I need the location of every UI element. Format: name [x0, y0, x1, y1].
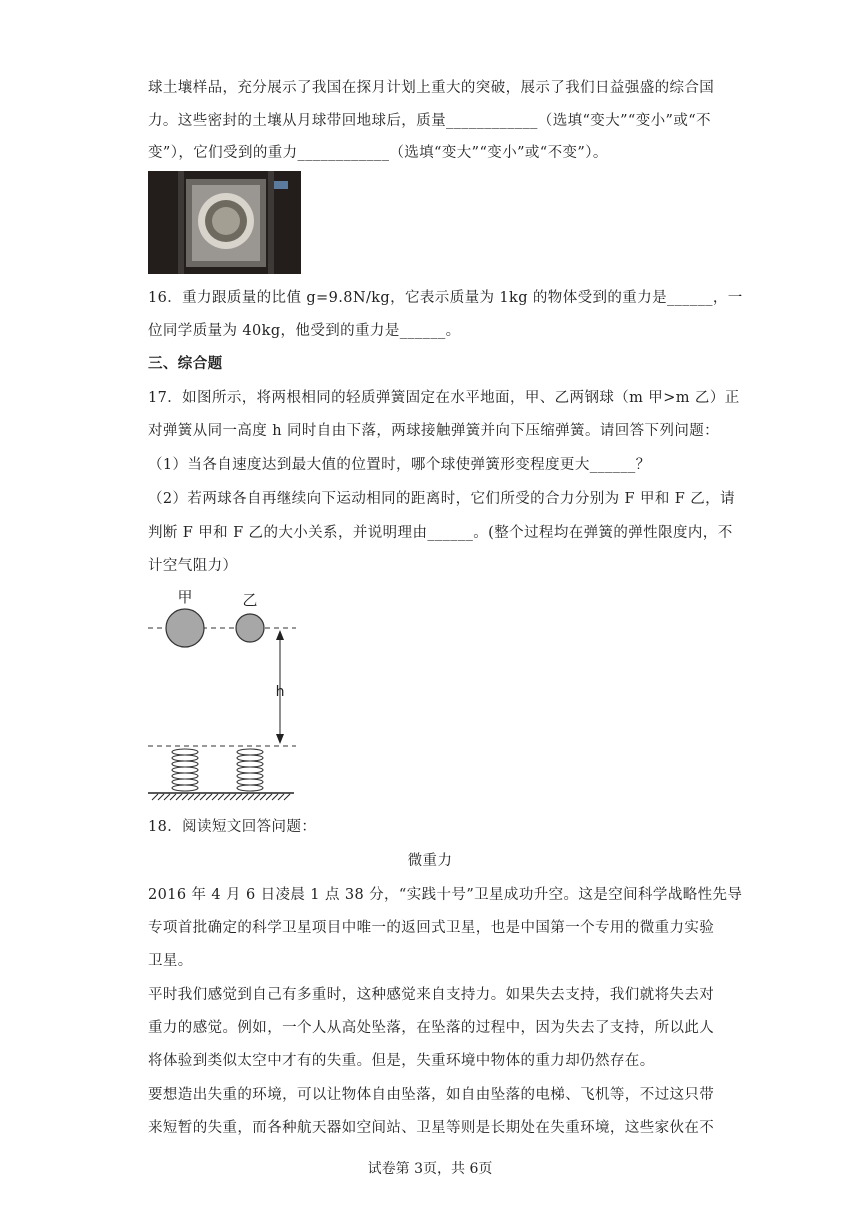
- ball-b: [236, 614, 264, 642]
- question-17-line4: （2）若两球各自再继续向下运动相同的距离时，它们所受的合力分别为 F 甲和 F 乙，请: [148, 491, 735, 507]
- question-17-line3: （1）当各自速度达到最大值的位置时，哪个球使弹簧形变程度更大______？: [148, 457, 651, 473]
- paragraph-line: 来短暂的失重，而各种航天器如空间站、卫星等则是长期处在失重环境，这些家伙在不: [148, 1120, 715, 1136]
- spring-ball-diagram: [148, 588, 308, 810]
- question-17-line1: 17．如图所示，将两根相同的轻质弹簧固定在水平地面，甲、乙两钢球（m 甲>m 乙）正: [148, 390, 740, 406]
- spring-b: [237, 749, 263, 791]
- text-line: 球土壤样品，充分展示了我国在探月计划上重大的突破，展示了我们日益强盛的综合国: [148, 80, 715, 96]
- ball-a: [166, 609, 204, 647]
- paragraph-line: 专项首批确定的科学卫星项目中唯一的返回式卫星，也是中国第一个专用的微重力实验: [148, 920, 715, 936]
- article-title: 微重力: [407, 853, 453, 869]
- question-16-line2: 位同学质量为 40kg，他受到的重力是______。: [148, 323, 461, 339]
- ball-b-label: 乙: [242, 591, 258, 609]
- paragraph-line: 将体验到类似太空中才有的失重。但是，失重环境中物体的重力却仍然存在。: [148, 1053, 655, 1069]
- text-line: 力。这些密封的土壤从月球带回地球后，质量____________（选填“变大”“变小”或“不: [148, 113, 711, 129]
- paragraph-line: 重力的感觉。例如，一个人从高处坠落，在坠落的过程中，因为失去了支持，所以此人: [148, 1020, 715, 1036]
- question-17-line6: 计空气阻力）: [148, 558, 238, 574]
- paragraph-line: 2016 年 4 月 6 日凌晨 1 点 38 分，“实践十号”卫星成功升空。这是空间科学战略性先导: [148, 887, 743, 903]
- ball-a-label: 甲: [177, 588, 193, 606]
- ground-hatch: [152, 794, 290, 800]
- paragraph-line: 平时我们感觉到自己有多重时，这种感觉来自支持力。如果失去支持，我们就将失去对: [148, 987, 715, 1003]
- question-17-line2: 对弹簧从同一高度 h 同时自由下落，两球接触弹簧并向下压缩弹簧。请回答下列问题：: [148, 423, 720, 439]
- height-label: h: [275, 684, 285, 700]
- paragraph-line: 要想造出失重的环境，可以让物体自由坠落，如自由坠落的电梯、飞机等，不过这只带: [148, 1087, 715, 1103]
- question-18: 18．阅读短文回答问题：: [148, 819, 317, 835]
- spring-a: [172, 749, 198, 791]
- question-17-line5: 判断 F 甲和 F 乙的大小关系，并说明理由______。(整个过程均在弹簧的弹性限度内，不: [148, 525, 733, 541]
- moon-soil-sample-photo: [148, 171, 301, 274]
- text-line: 变”），它们受到的重力____________（选填“变大”“变小”或“不变”）。: [148, 145, 608, 161]
- section-heading: 三、综合题: [148, 355, 223, 372]
- paragraph-line: 卫星。: [148, 953, 193, 969]
- page-footer: 试卷第 3页，共 6页: [367, 1161, 493, 1177]
- question-16-line1: 16．重力跟质量的比值 g=9.8N/kg，它表示质量为 1kg 的物体受到的重力是______，一: [148, 290, 743, 306]
